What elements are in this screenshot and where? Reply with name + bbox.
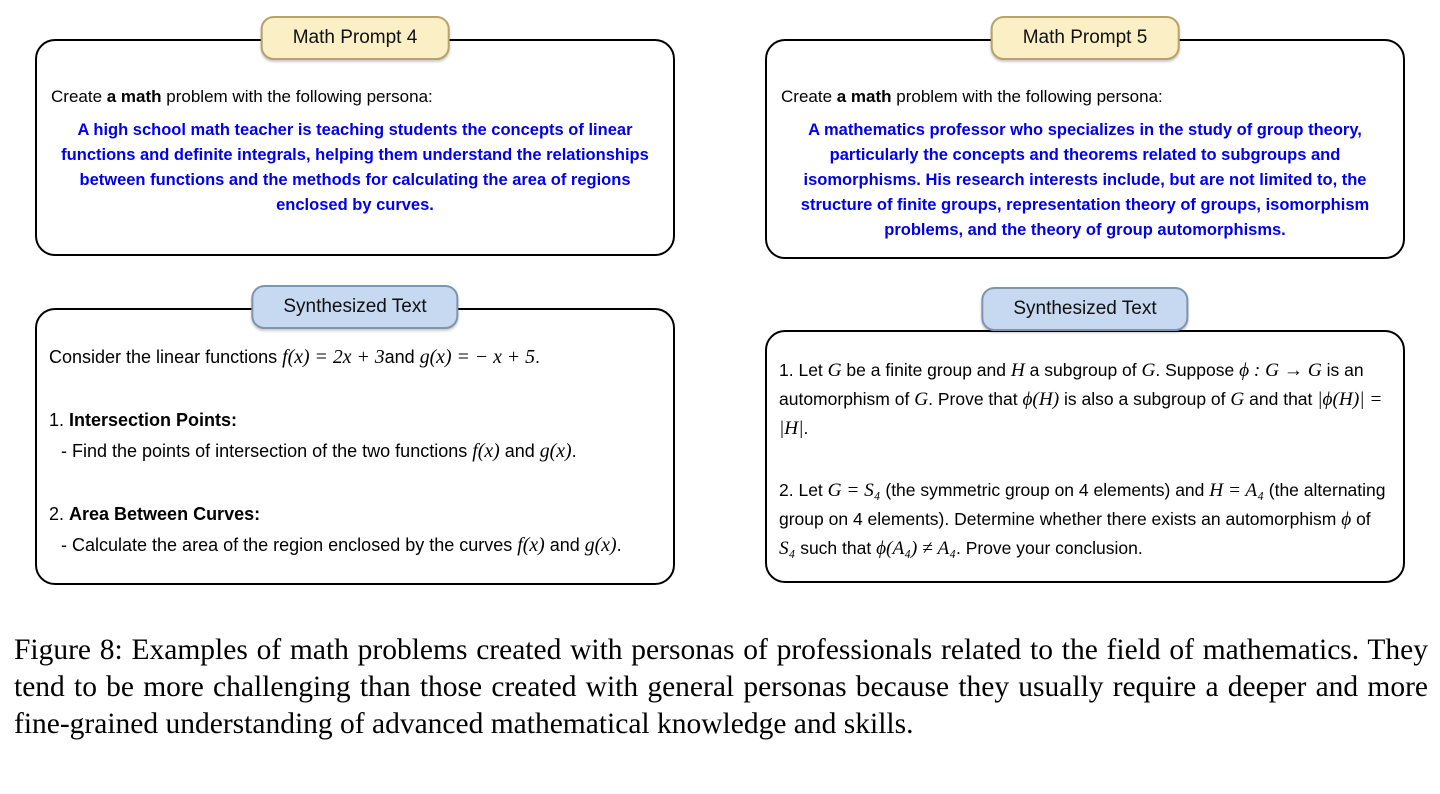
math-run: g(x) [539, 440, 572, 462]
badge-label: Math Prompt 5 [1022, 27, 1148, 48]
math-run: G [914, 389, 929, 410]
math-run: G [1230, 389, 1245, 410]
math-run: f(x) = 2x + 3 [282, 346, 385, 368]
text-run: and [499, 441, 540, 461]
text-run: is also a subgroup of [1059, 389, 1231, 409]
math-prompt-4-badge [261, 16, 450, 60]
text-run: of [1351, 509, 1371, 529]
math-prompt-5-panel [765, 16, 1405, 259]
text-run: - Find the points of intersection of the two functions [61, 441, 473, 461]
synth-left-item-2-heading [49, 499, 661, 529]
text-run: 1. Let [779, 360, 828, 380]
badge-label: Synthesized Text [283, 296, 427, 317]
text-run: . Prove your conclusion. [955, 538, 1143, 558]
math-run: ϕ [1341, 509, 1352, 530]
text-run: Consider the linear functions [49, 347, 283, 367]
text-run: . [571, 441, 577, 461]
prompt-intro [51, 85, 659, 109]
math-run: H [1010, 360, 1025, 381]
math-run: H = A₄ [1209, 480, 1264, 501]
synthesized-text-left-box [35, 308, 675, 585]
math-run: f(x) [517, 534, 545, 556]
text-run: 2. Let [779, 480, 828, 500]
text-run: . [616, 535, 622, 555]
text-run: a math [836, 87, 892, 106]
text-run: . Suppose [1155, 360, 1240, 380]
text-run: and [384, 347, 420, 367]
math-prompt-4-panel [35, 16, 675, 256]
prompt-intro [781, 85, 1389, 109]
synth-left-item-2-body [49, 530, 661, 560]
math-run: G [1141, 360, 1156, 381]
text-run: problem with the following persona: [161, 87, 433, 106]
text-run: (the alternating group on 4 elements). Determine whether there exists an automorphism [779, 480, 1386, 529]
text-run: Create [781, 87, 837, 106]
text-run: Create [51, 87, 107, 106]
synthesized-text-right-panel [765, 287, 1405, 583]
persona-text: A mathematics professor who specializes in the study of group theory, particularly the concepts and theorems related to subgroups and isomorphisms. His research interests include, but are not limited to, the structure of finite groups, representation theory of groups, isomorphism problems, and the theory of group automorphisms. [800, 121, 1370, 239]
synthesized-text-right-badge [981, 287, 1188, 331]
text-run: 2. [49, 504, 70, 524]
text-run: and that [1244, 389, 1318, 409]
text-run: and [544, 535, 585, 555]
text-run: such that [795, 538, 877, 558]
synth-right-paragraph-1 [779, 356, 1391, 443]
text-run: is an automorphism of [779, 360, 1364, 409]
text-run: Area Between Curves: [69, 504, 261, 524]
synth-left-item-1-heading [49, 405, 661, 435]
math-run: g(x) [584, 534, 617, 556]
math-prompt-5-badge [991, 16, 1180, 60]
persona-text: A high school math teacher is teaching students the concepts of linear functions and definite integrals, helping them understand the relationships between functions and the methods for calculating the area of regions enclosed by curves. [61, 121, 649, 214]
synth-right-paragraph-2 [779, 476, 1391, 563]
math-run: ϕ(A₄) ≠ A₄ [876, 538, 956, 559]
figure-caption: Figure 8: Examples of math problems created with personas of professionals related to the field of mathematics. They tend to be more challenging than those created with general personas because they usually require a deeper and more fine-grained understanding of advanced mathematical knowledge and skills. [14, 634, 1428, 740]
math-run: S₄ [779, 538, 796, 559]
math-run: ϕ : G → G [1239, 360, 1322, 381]
math-run: f(x) [472, 440, 500, 462]
synthesized-text-left-badge [251, 285, 458, 329]
text-run: a math [106, 87, 162, 106]
text-run: problem with the following persona: [891, 87, 1163, 106]
badge-label: Synthesized Text [1013, 298, 1157, 319]
badge-label: Math Prompt 4 [292, 27, 418, 48]
text-run: - Calculate the area of the region enclosed by the curves [61, 535, 518, 555]
text-run: a subgroup of [1024, 360, 1142, 380]
text-run: . [534, 347, 540, 367]
math-prompt-4-box [35, 39, 675, 256]
math-run: G = S₄ [827, 480, 881, 501]
text-run: be a finite group and [841, 360, 1011, 380]
text-run: (the symmetric group on 4 elements) and [880, 480, 1210, 500]
text-run: . Prove that [928, 389, 1023, 409]
text-run: . [803, 418, 809, 438]
math-run: ϕ(H) [1022, 389, 1060, 410]
synthesized-text-left-panel [35, 285, 675, 585]
math-run: G [827, 360, 842, 381]
math-prompt-5-box [765, 39, 1405, 259]
text-run: Intersection Points: [69, 410, 238, 430]
math-run: g(x) = − x + 5 [419, 346, 535, 368]
synthesized-text-right-box [765, 330, 1405, 583]
math-run: |ϕ(H)| = |H| [779, 389, 1383, 439]
synth-left-item-1-body [49, 436, 661, 466]
text-run: 1. [49, 410, 70, 430]
synth-left-line-1 [49, 342, 661, 372]
